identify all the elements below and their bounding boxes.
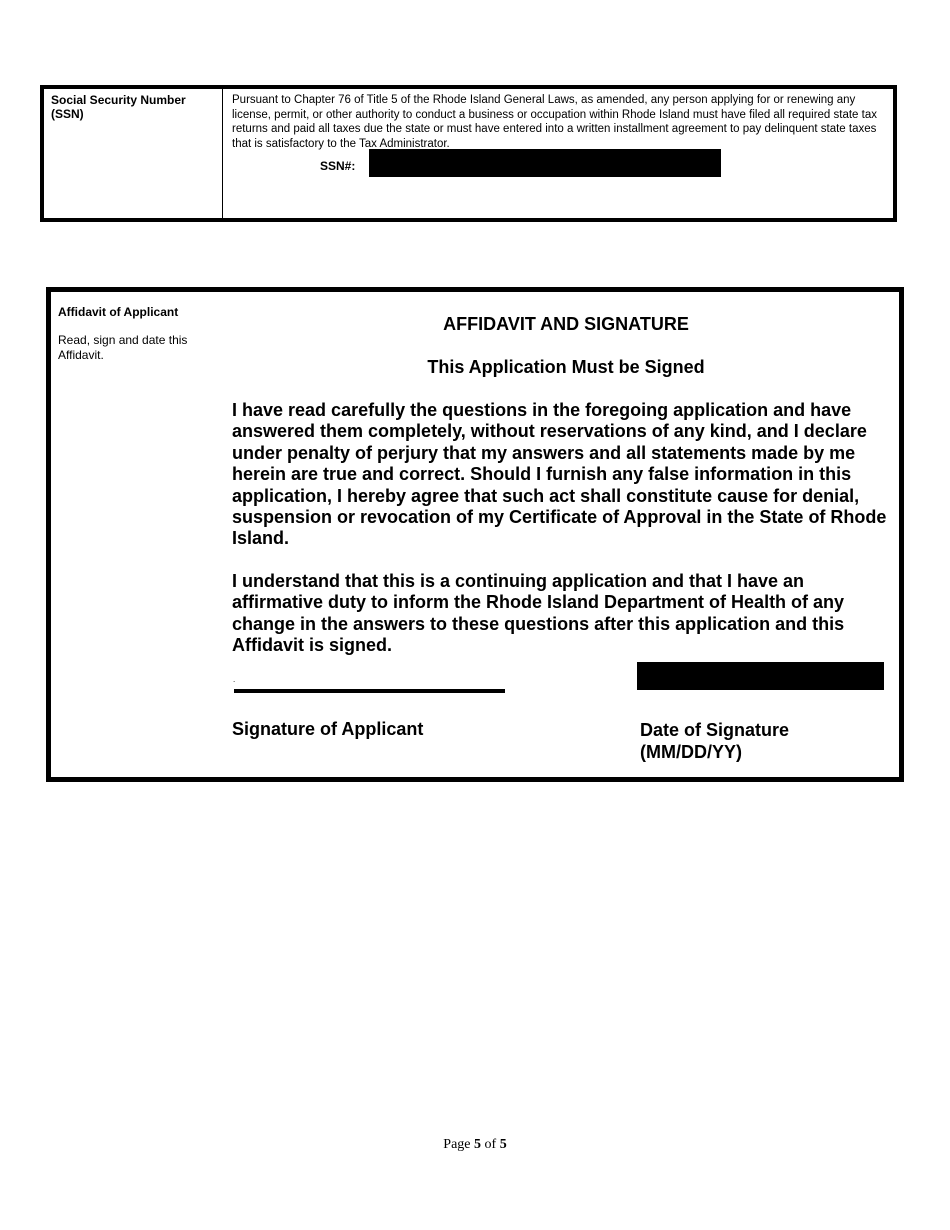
affidavit-side-instruction: Read, sign and date this Affidavit.: [58, 333, 188, 362]
page-footer: [0, 1137, 950, 1153]
affidavit-section: [46, 287, 904, 782]
date-label-line1: Date of Signature: [640, 720, 790, 740]
ssn-column-divider: [222, 89, 223, 218]
footer-separator: of: [484, 1137, 497, 1152]
affidavit-paragraph-duty: I understand that this is a continuing application and that I have an affirmative duty to inform the Rhode Island Department of Health of any change in the answers to these questions after this application and this Affidavit is signed.: [232, 571, 845, 656]
affidavit-subheading: This Application Must be Signed: [427, 357, 705, 377]
signature-label: Signature of Applicant: [232, 719, 424, 739]
footer-prefix: Page: [443, 1137, 471, 1152]
affidavit-side-title: Affidavit of Applicant: [58, 305, 179, 319]
ssn-redacted-field[interactable]: [369, 149, 721, 177]
date-label: [640, 719, 789, 763]
date-redacted-field[interactable]: [637, 662, 884, 690]
ssn-section-label: Social Security Number (SSN): [51, 93, 186, 121]
ssn-field-label: SSN#:: [320, 159, 356, 173]
affidavit-heading: AFFIDAVIT AND SIGNATURE: [443, 314, 689, 334]
signature-line[interactable]: [234, 689, 505, 693]
ssn-section: [40, 85, 897, 222]
signature-mark: .: [233, 675, 236, 684]
date-label-line2: (MM/DD/YY): [640, 742, 742, 762]
affidavit-paragraph-declaration: I have read carefully the questions in the foregoing application and have answered them completely, without reservations of any kind, and I declare under penalty of perjury that my answers and all statements made by me herein are true and correct. Should I furnish any false information in this application, I hereby agree that such act shall constitute cause for denial, suspension or revocation of my Certificate of Approval in the State of Rhode Island.: [232, 400, 887, 549]
footer-current-page: 5: [474, 1137, 482, 1152]
ssn-legal-paragraph: Pursuant to Chapter 76 of Title 5 of the Rhode Island General Laws, as amended, any person applying for or renewing any license, permit, or other authority to conduct a business or occupation within Rhode Island must have filed all required state tax returns and paid all taxes due the state or must have entered into a written installment agreement to pay delinquent state taxes that is satisfactory to the Tax Administrator.: [232, 94, 877, 150]
footer-total-pages: 5: [499, 1137, 507, 1152]
